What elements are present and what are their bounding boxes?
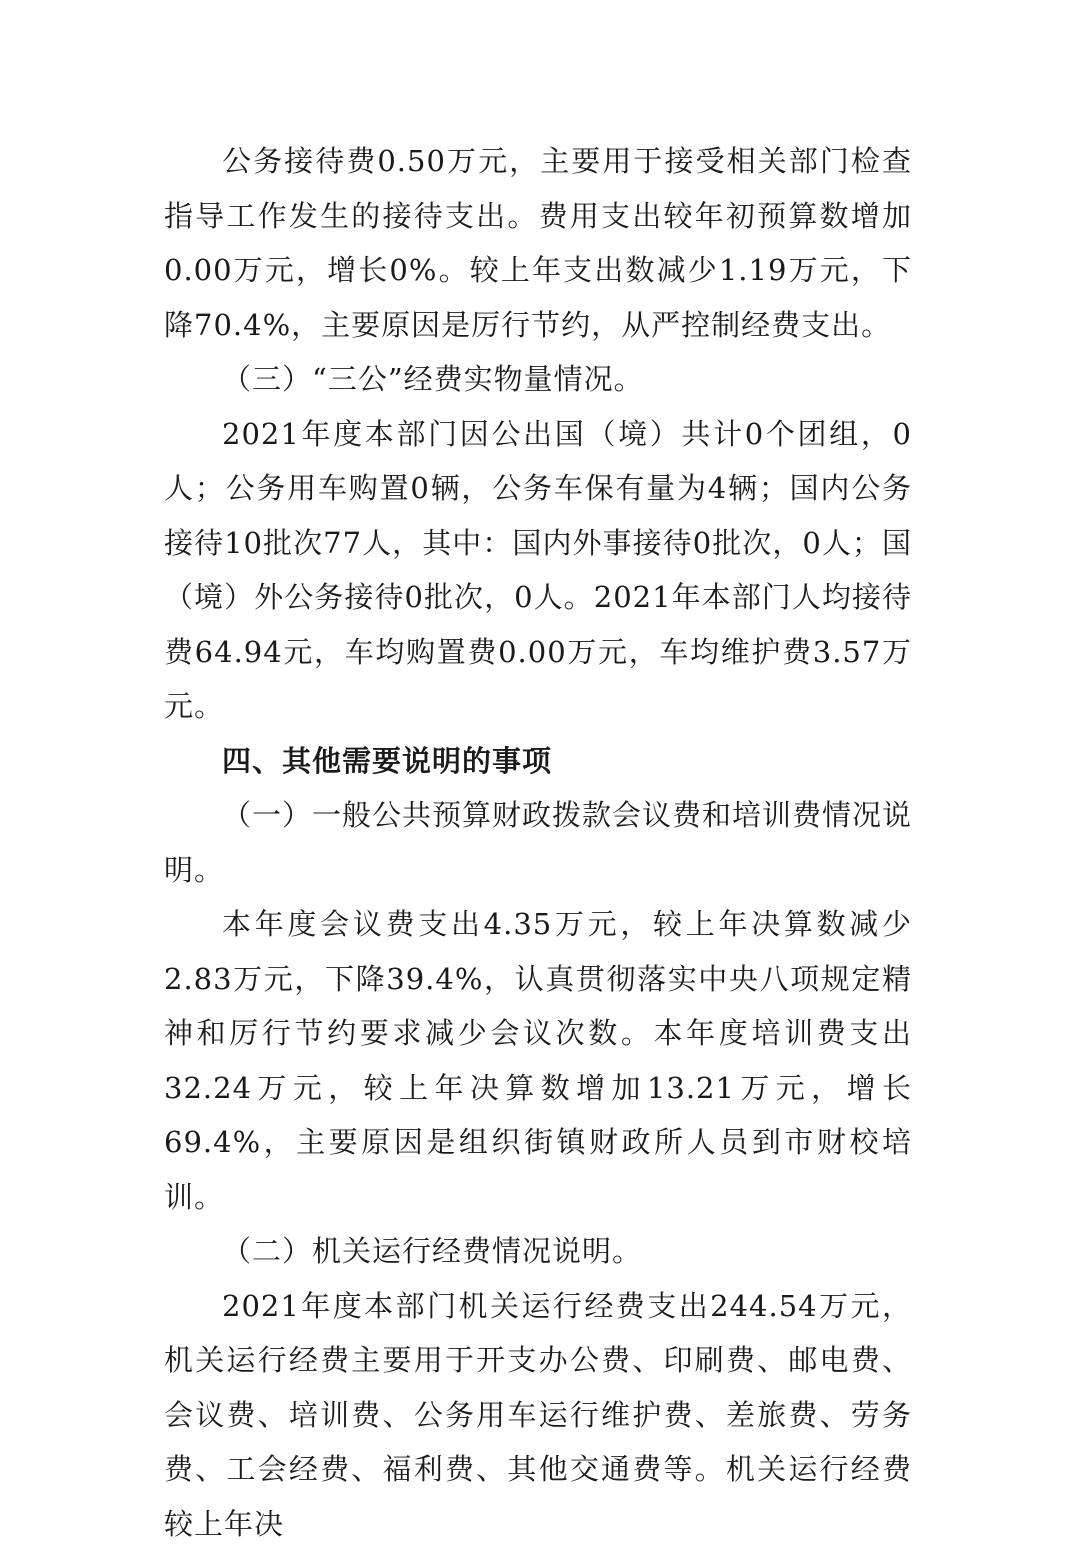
document-page: [164, 134, 912, 1551]
paragraph-subsection-2-body: 2021年度本部门机关运行经费支出244.54万元，机关运行经费主要用于开支办公费、印刷费、邮电费、会议费、培训费、公务用车运行维护费、差旅费、劳务费、工会经费、福利费、其他交通费等。机关运行经费较上年决: [164, 1279, 912, 1551]
section-3-heading: （三）“三公”经费实物量情况。: [164, 352, 912, 407]
paragraph-subsection-1-body: 本年度会议费支出4.35万元，较上年决算数减少2.83万元，下降39.4%，认真贯彻落实中央八项规定精神和厉行节约要求减少会议次数。本年度培训费支出32.24万元，较上年决算数增加13.21万元，增长69.4%，主要原因是组织街镇财政所人员到市财校培训。: [164, 897, 912, 1224]
paragraph-section-3-body: 2021年度本部门因公出国（境）共计0个团组，0人；公务用车购置0辆，公务车保有量为4辆；国内公务接待10批次77人，其中：国内外事接待0批次，0人；国（境）外公务接待0批次，0人。2021年本部门人均接待费64.94元，车均购置费0.00万元，车均维护费3.57万元。: [164, 407, 912, 734]
part-4-heading: 四、其他需要说明的事项: [164, 734, 912, 789]
subsection-2-heading: （二）机关运行经费情况说明。: [164, 1224, 912, 1279]
subsection-1-heading: （一）一般公共预算财政拨款会议费和培训费情况说明。: [164, 788, 912, 897]
paragraph-reception-fee: 公务接待费0.50万元，主要用于接受相关部门检查指导工作发生的接待支出。费用支出较年初预算数增加0.00万元，增长0%。较上年支出数减少1.19万元，下降70.4%，主要原因是厉行节约，从严控制经费支出。: [164, 134, 912, 352]
